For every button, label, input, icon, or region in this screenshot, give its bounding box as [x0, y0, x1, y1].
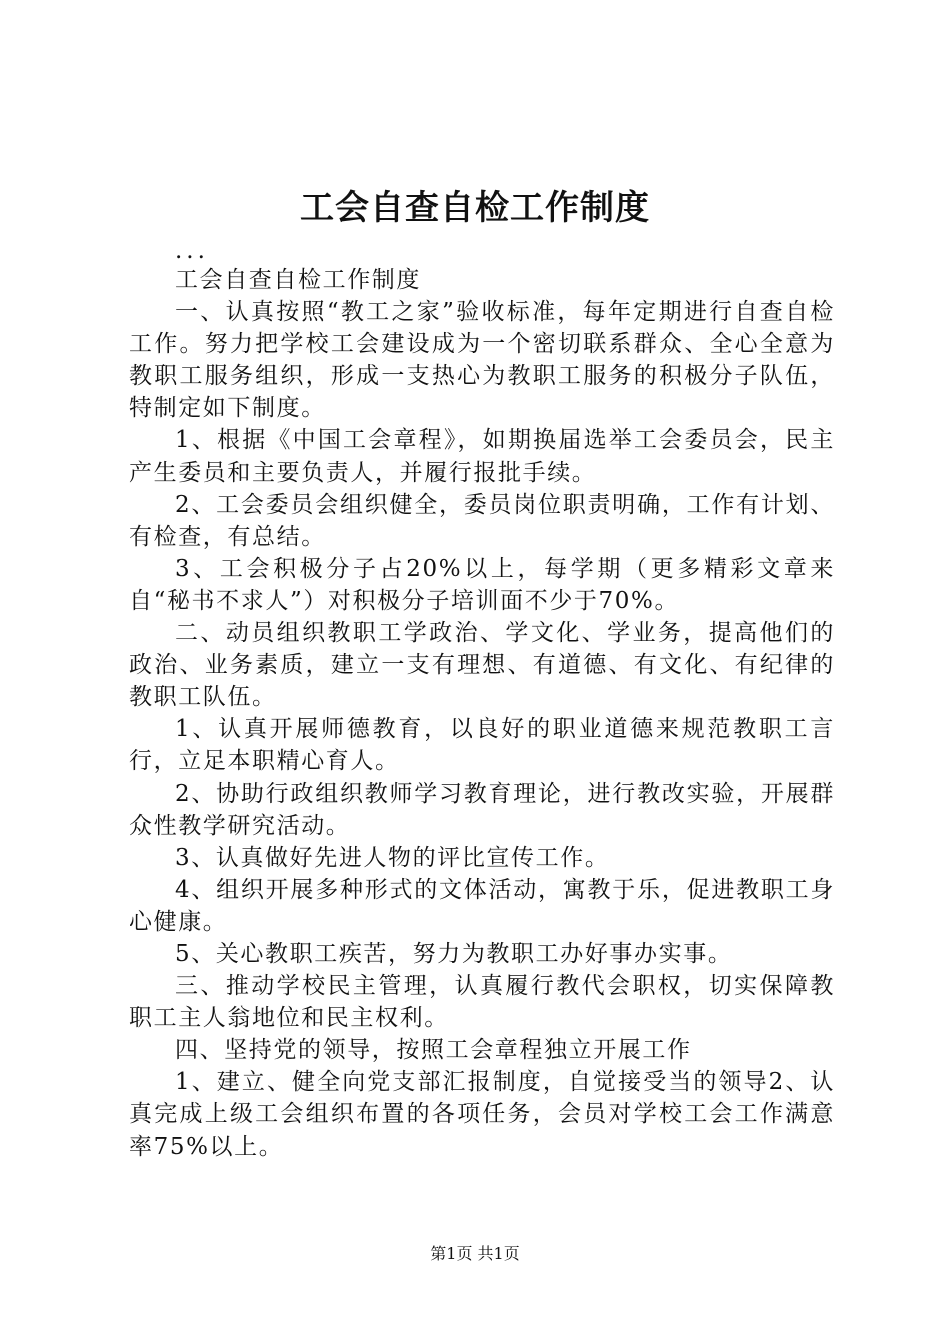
page-number-footer: 第1页 共1页 [430, 1244, 520, 1263]
document-body [129, 238, 835, 1163]
ellipsis-line: ... [175, 238, 209, 264]
section-four-item-1: 1、建立、健全向党支部汇报制度，自觉接受当的领导2、认真完成上级工会组织布置的各项任务，会员对学校工会工作满意率75%以上。 [129, 1069, 835, 1160]
section-one-item-2: 2、工会委员会组织健全，委员岗位职责明确，工作有计划、有检查，有总结。 [129, 491, 835, 550]
section-three-paragraph: 三、推动学校民主管理，认真履行教代会职权，切实保障教职工主人翁地位和民主权利。 [129, 973, 835, 1032]
section-two-paragraph: 二、动员组织教职工学政治、学文化、学业务，提高他们的政治、业务素质，建立一支有理想、有道德、有文化、有纪律的教职工队伍。 [129, 620, 835, 711]
section-one-item-3: 3、工会积极分子占20%以上，每学期（更多精彩文章来自“秘书不求人”）对积极分子培训面不少于70%。 [129, 555, 835, 614]
section-one-item-1: 1、根据《中国工会章程》，如期换届选举工会委员会，民主产生委员和主要负责人，并履行报批手续。 [129, 427, 835, 486]
section-two-item-3: 3、认真做好先进人物的评比宣传工作。 [175, 844, 610, 871]
section-two-item-1: 1、认真开展师德教育，以良好的职业道德来规范教职工言行，立足本职精心育人。 [129, 716, 835, 775]
section-four-paragraph: 四、坚持党的领导，按照工会章程独立开展工作 [175, 1037, 692, 1064]
section-two-item-5: 5、关心教职工疾苦，努力为教职工办好事办实事。 [175, 940, 733, 967]
section-two-item-2: 2、协助行政组织教师学习教育理论，进行教改实验，开展群众性教学研究活动。 [129, 780, 835, 839]
section-one-paragraph: 一、认真按照“教工之家”验收标准，每年定期进行自查自检工作。努力把学校工会建设成为一个密切联系群众、全心全意为教职工服务组织，形成一支热心为教职工服务的积极分子队伍，特制定如下制度。 [129, 299, 835, 422]
subtitle-paragraph: 工会自查自检工作制度 [175, 267, 421, 293]
section-two-item-4: 4、组织开展多种形式的文体活动，寓教于乐，促进教职工身心健康。 [129, 876, 835, 935]
document-title: 工会自查自检工作制度 [300, 188, 650, 228]
